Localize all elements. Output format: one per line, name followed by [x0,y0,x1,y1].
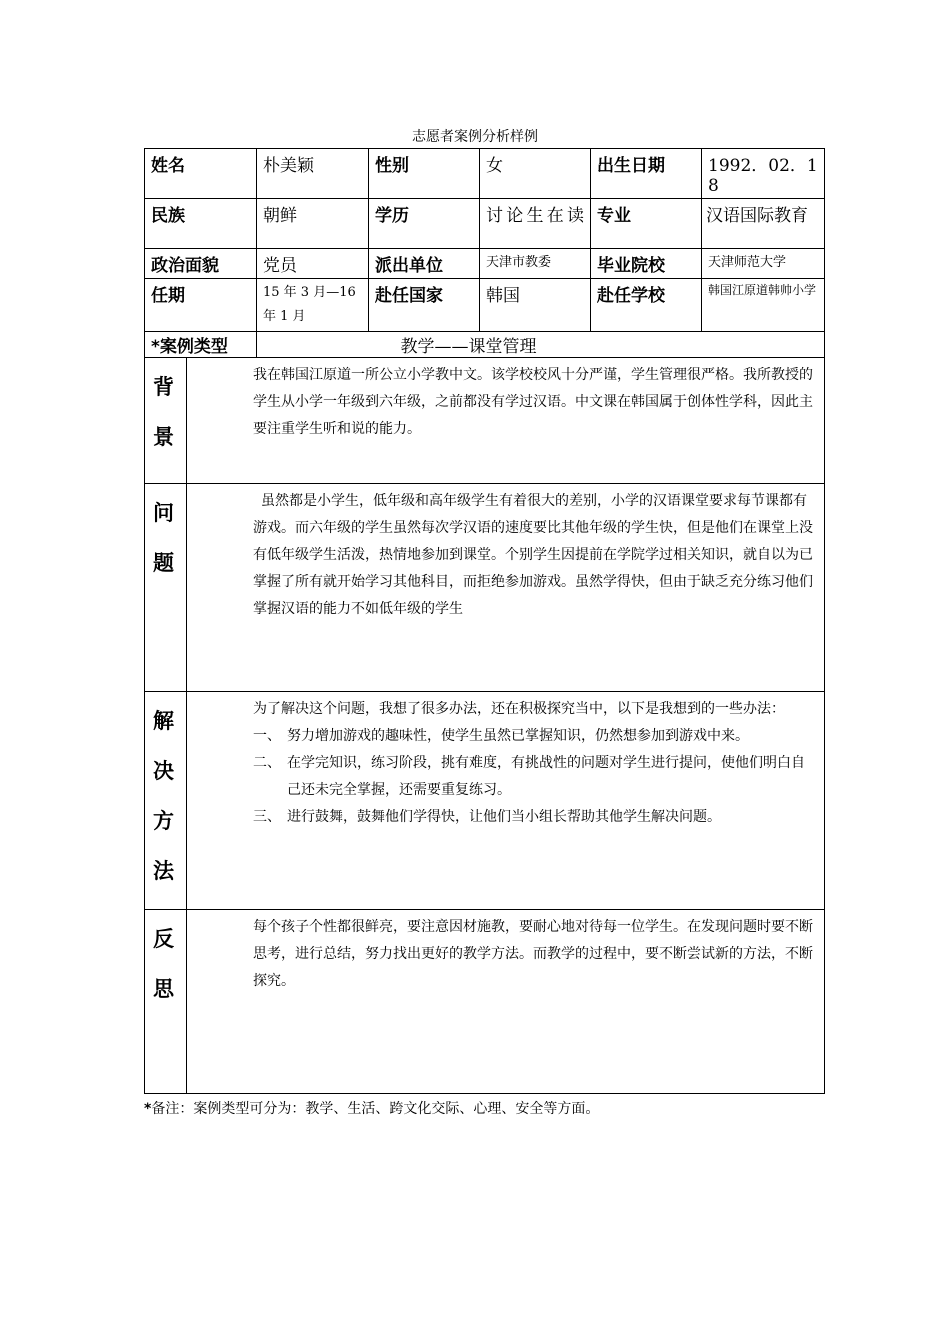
ethnicity-label: 民族 [145,199,257,249]
term-label: 任期 [145,279,257,332]
country-value: 韩国 [480,279,591,332]
political-label: 政治面貌 [145,249,257,279]
country-label: 赴任国家 [369,279,480,332]
ethnicity-value: 朝鲜 [257,199,369,249]
list-number: 一、 [253,728,281,744]
solution-label-char: 方 [153,809,174,833]
name-label: 姓名 [145,149,257,199]
dispatch-value: 天津市教委 [480,249,591,279]
problem-label-char: 题 [153,551,174,575]
list-text: 在学完知识，练习阶段，挑有难度，有挑战性的问题对学生进行提问，使他们明白自己还未完全掌握，还需要重复练习。 [287,755,805,798]
solution-label-char: 决 [153,759,174,783]
background-label-char: 景 [153,425,174,449]
school-grad-label: 毕业院校 [591,249,702,279]
background-body [187,358,825,484]
gender-value: 女 [480,149,591,199]
dispatch-label: 派出单位 [369,249,480,279]
birth-value: 1992．02．18 [702,149,825,199]
list-number: 三、 [253,809,281,825]
case-type-value: 教学——课堂管理 [257,332,825,358]
birth-label: 出生日期 [591,149,702,199]
education-value: 讨论生在读 [480,199,591,249]
case-analysis-table [144,148,825,1094]
list-text: 努力增加游戏的趣味性，使学生虽然已掌握知识，仍然想参加到游戏中来。 [287,728,749,744]
list-item [253,750,814,804]
footnote [144,1098,599,1118]
solution-intro: 为了解决这个问题，我想了很多办法，还在积极探究当中，以下是我想到的一些办法： [253,701,785,717]
reflection-label-char: 反 [153,927,174,951]
background-label-char: 背 [153,375,174,399]
list-number: 二、 [253,755,281,771]
page-title: 志愿者案例分析样例 [412,129,538,145]
name-value: 朴美颖 [257,149,369,199]
school-value: 韩国江原道韩帅小学 [702,279,825,332]
problem-body [187,484,825,692]
gender-label: 性别 [369,149,480,199]
term-value: 15 年 3 月—16 年 1 月 [257,279,369,332]
major-label: 专业 [591,199,702,249]
school-label: 赴任学校 [591,279,702,332]
major-value: 汉语国际教育 [702,199,825,249]
list-item [253,723,814,750]
reflection-label-char: 思 [153,977,174,1001]
background-label [145,358,187,484]
political-value: 党员 [257,249,369,279]
footnote-text: 备注：案例类型可分为：教学、生活、跨文化交际、心理、安全等方面。 [151,1101,600,1117]
reflection-label [145,910,187,1094]
school-grad-value: 天津师范大学 [702,249,825,279]
problem-text: 虽然都是小学生，低年级和高年级学生有着很大的差别，小学的汉语课堂要求每节课都有游戏。而六年级的学生虽然每次学汉语的速度要比其他年级的学生快，但是他们在课堂上没有低年级学生活泼，热情地参加到课堂。个别学生因提前在学院学过相关知识，就自以为已掌握了所有就开始学习其他科目，而拒绝参加游戏。虽然学得快，但由于缺乏充分练习他们掌握汉语的能力不如低年级的学生 [253,493,813,617]
list-text: 进行鼓舞，鼓舞他们学得快，让他们当小组长帮助其他学生解决问题。 [287,809,721,825]
reflection-text: 每个孩子个性都很鲜亮，要注意因材施教，要耐心地对待每一位学生。在发现问题时要不断思考，进行总结，努力找出更好的教学方法。而教学的过程中，要不断尝试新的方法，不断探究。 [253,919,813,989]
solution-body [187,692,825,910]
background-text: 我在韩国江原道一所公立小学教中文。该学校校风十分严谨，学生管理很严格。我所教授的学生从小学一年级到六年级，之前都没有学过汉语。中文课在韩国属于创体性学科，因此主要注重学生听和说的能力。 [253,367,813,437]
problem-label [145,484,187,692]
education-label: 学历 [369,199,480,249]
solution-label-char: 法 [153,859,174,883]
case-type-label: *案例类型 [145,332,257,358]
reflection-body [187,910,825,1094]
list-item [253,804,814,831]
problem-label-char: 问 [153,501,174,525]
solution-label-char: 解 [153,709,174,733]
solution-label [145,692,187,910]
footnote-star: * [144,1101,152,1117]
